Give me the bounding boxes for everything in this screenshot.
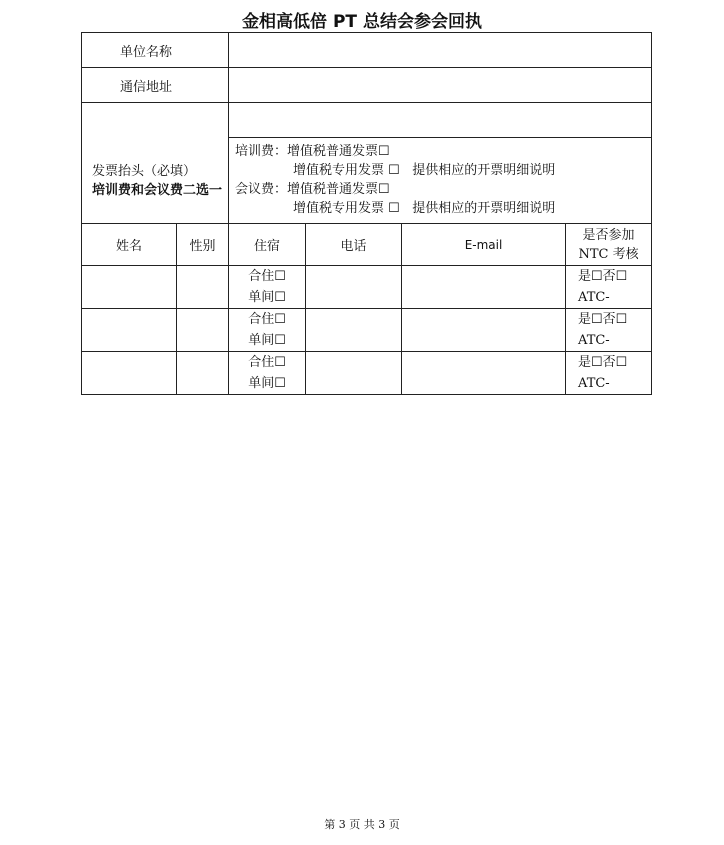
attendee-email-field[interactable] [402, 352, 566, 395]
ntc-yes-no-checkbox[interactable]: 是☐否☐ [578, 355, 628, 370]
training-normal-invoice-checkbox[interactable]: 增值税普通发票☐ [287, 144, 390, 159]
col-header-ntc-line2: NTC 考核 [578, 246, 639, 262]
col-header-ntc [566, 224, 652, 266]
ntc-cell [566, 309, 652, 352]
invoice-label-line1: 发票抬头（必填） [92, 164, 197, 179]
meeting-fee-label: 会议费： [235, 182, 288, 197]
invoice-title-field[interactable] [229, 103, 651, 138]
lodging-cell [229, 309, 306, 352]
unit-name-field[interactable] [229, 33, 652, 68]
table-row [82, 266, 652, 309]
single-room-checkbox[interactable]: 单间☐ [248, 376, 286, 391]
table-row [82, 352, 652, 395]
attendee-phone-field[interactable] [306, 309, 402, 352]
col-header-email: E-mail [402, 224, 566, 266]
single-room-checkbox[interactable]: 单间☐ [248, 333, 286, 348]
attendee-phone-field[interactable] [306, 266, 402, 309]
ntc-cell [566, 266, 652, 309]
attendee-email-field[interactable] [402, 266, 566, 309]
meeting-special-invoice-checkbox[interactable]: 增值税专用发票 ☐ [293, 201, 400, 216]
lodging-cell [229, 266, 306, 309]
col-header-name: 姓名 [82, 224, 177, 266]
ntc-yes-no-checkbox[interactable]: 是☐否☐ [578, 312, 628, 327]
training-normal-line [235, 142, 651, 161]
page-number: 第 3 页 共 3 页 [324, 818, 400, 831]
training-invoice-note: 提供相应的开票明细说明 [412, 163, 556, 178]
ntc-yes-no-checkbox[interactable]: 是☐否☐ [578, 269, 628, 284]
atc-number-field[interactable]: ATC- [578, 376, 610, 391]
ntc-cell [566, 352, 652, 395]
col-header-gender: 性别 [177, 224, 229, 266]
page-title: 金相高低倍 PT 总结会参会回执 [242, 12, 482, 32]
address-label: 通信地址 [82, 68, 229, 103]
unit-name-label: 单位名称 [82, 33, 229, 68]
shared-room-checkbox[interactable]: 合住☐ [248, 312, 286, 327]
address-field[interactable] [229, 68, 652, 103]
attendee-gender-field[interactable] [177, 309, 229, 352]
lodging-cell [229, 352, 306, 395]
meeting-invoice-note: 提供相应的开票明细说明 [412, 201, 556, 216]
column-header-row [82, 224, 652, 266]
shared-room-checkbox[interactable]: 合住☐ [248, 269, 286, 284]
atc-number-field[interactable]: ATC- [578, 333, 610, 348]
attendee-name-field[interactable] [82, 309, 177, 352]
meeting-special-line [235, 199, 651, 218]
invoice-options-cell [229, 103, 652, 224]
shared-room-checkbox[interactable]: 合住☐ [248, 355, 286, 370]
attendee-name-field[interactable] [82, 266, 177, 309]
table-row [82, 309, 652, 352]
training-fee-label: 培训费： [235, 144, 288, 159]
invoice-label-line2: 培训费和会议费二选一 [92, 183, 223, 198]
meeting-normal-line [235, 180, 651, 199]
training-special-invoice-checkbox[interactable]: 增值税专用发票 ☐ [293, 163, 400, 178]
attendee-email-field[interactable] [402, 309, 566, 352]
col-header-lodging: 住宿 [229, 224, 306, 266]
reply-form-table [81, 32, 652, 395]
attendee-gender-field[interactable] [177, 352, 229, 395]
attendee-name-field[interactable] [82, 352, 177, 395]
col-header-phone: 电话 [306, 224, 402, 266]
meeting-normal-invoice-checkbox[interactable]: 增值税普通发票☐ [287, 182, 390, 197]
atc-number-field[interactable]: ATC- [578, 290, 610, 305]
training-special-line [235, 161, 651, 180]
invoice-options [229, 138, 651, 218]
single-room-checkbox[interactable]: 单间☐ [248, 290, 286, 305]
col-header-ntc-line1: 是否参加 [582, 227, 635, 243]
attendee-phone-field[interactable] [306, 352, 402, 395]
attendee-gender-field[interactable] [177, 266, 229, 309]
invoice-title-label [82, 103, 229, 224]
